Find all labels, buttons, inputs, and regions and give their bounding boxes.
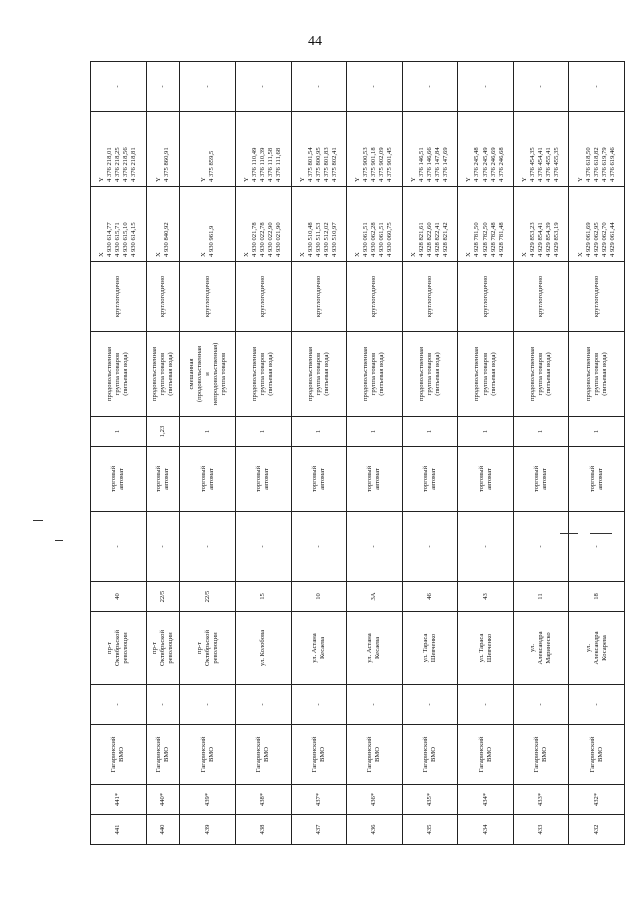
cell-goods-group: смешанная (продовольственная и непродовольственная) группа товаров	[180, 332, 236, 417]
cell-last: -	[236, 62, 292, 112]
cell-scheme-number: 436*	[347, 785, 403, 815]
cell-period: круглогодично	[236, 262, 292, 332]
cell-last: -	[347, 62, 403, 112]
cell-blank: -	[236, 512, 292, 582]
cell-quantity: 1	[180, 417, 236, 447]
cell-district: Гагаринский ВМО	[458, 725, 514, 785]
cell-period: круглогодично	[91, 262, 147, 332]
cell-street: ул. Тараса Шевченко	[402, 612, 458, 685]
cell-house: 15	[236, 582, 292, 612]
cell-coord-x: X 4 930 510,48 4 930 511,53 4 930 512,02 4 930 510,97	[291, 187, 347, 262]
cell-blank: -	[402, 512, 458, 582]
cell-scheme-number: 434*	[458, 785, 514, 815]
cell-quantity: 1	[236, 417, 292, 447]
cell-street: пр-т Октябрьской революции	[180, 612, 236, 685]
cell-street: пр-т Октябрьской революции	[146, 612, 180, 685]
cell-street: ул. Астана Кесаева	[347, 612, 403, 685]
cell-house: 43	[458, 582, 514, 612]
cell-goods-group: продовольственная группа товаров (питьевая вода)	[569, 332, 625, 417]
cell-blank: -	[180, 512, 236, 582]
cell-district: Гагаринский ВМО	[569, 725, 625, 785]
table-row	[180, 62, 236, 845]
cell-district: Гагаринский ВМО	[347, 725, 403, 785]
cell-house: 11	[513, 582, 569, 612]
cell-coord-y: Y 4 376 146,51 4 376 146,66 4 376 147,84 4 376 147,69	[402, 112, 458, 187]
cell-house: 3А	[347, 582, 403, 612]
cell-coord-x: X 4 928 781,50 4 928 782,50 4 928 782,48 4 928 781,48	[458, 187, 514, 262]
table-row	[236, 62, 292, 845]
cell-goods-group: продовольственная группа товаров (питьевая вода)	[347, 332, 403, 417]
table-row	[569, 62, 625, 845]
cell-street: ул. Александра Маринеско	[513, 612, 569, 685]
cell-dash: -	[146, 685, 180, 725]
rotated-table-wrapper	[90, 62, 625, 845]
cell-scheme-number: 437*	[291, 785, 347, 815]
cell-row-number: 433	[513, 815, 569, 845]
cell-row-number: 435	[402, 815, 458, 845]
cell-dash: -	[402, 685, 458, 725]
cell-dash: -	[458, 685, 514, 725]
cell-quantity: 1	[513, 417, 569, 447]
cell-coord-y: Y 4 375 860,91	[146, 112, 180, 187]
table-row	[513, 62, 569, 845]
cell-goods-group: продовольственная группа товаров (питьевая вода)	[513, 332, 569, 417]
cell-row-number: 441	[91, 815, 147, 845]
cell-quantity: 1	[402, 417, 458, 447]
cell-period: круглогодично	[180, 262, 236, 332]
cell-goods-group: продовольственная группа товаров (питьевая вода)	[146, 332, 180, 417]
cell-street: пр-т Октябрьской революции	[91, 612, 147, 685]
cell-row-number: 434	[458, 815, 514, 845]
cell-object-type: торговый автомат	[180, 447, 236, 512]
cell-goods-group: продовольственная группа товаров (питьевая вода)	[291, 332, 347, 417]
cell-period: круглогодично	[347, 262, 403, 332]
cell-object-type: торговый автомат	[146, 447, 180, 512]
cell-blank: -	[347, 512, 403, 582]
cell-row-number: 437	[291, 815, 347, 845]
cell-period: круглогодично	[291, 262, 347, 332]
cell-coord-y: Y 4 376 618,50 4 376 618,82 4 376 619,79 4 376 619,46	[569, 112, 625, 187]
cell-last: -	[291, 62, 347, 112]
cell-district: Гагаринский ВМО	[236, 725, 292, 785]
cell-scheme-number: 439*	[180, 785, 236, 815]
cell-blank: -	[513, 512, 569, 582]
cell-quantity: 1,23	[146, 417, 180, 447]
cell-last: -	[402, 62, 458, 112]
cell-house: 22/5	[146, 582, 180, 612]
cell-quantity: 1	[347, 417, 403, 447]
cell-district: Гагаринский ВМО	[180, 725, 236, 785]
cell-scheme-number: 441*	[91, 785, 147, 815]
cell-object-type: торговый автомат	[347, 447, 403, 512]
cell-house: 46	[402, 582, 458, 612]
cell-district: Гагаринский ВМО	[513, 725, 569, 785]
cell-coord-y: Y 4 376 245,48 4 376 245,49 4 376 246,69 4 376 246,68	[458, 112, 514, 187]
cell-last: -	[91, 62, 147, 112]
scan-mark	[33, 520, 43, 521]
cell-goods-group: продовольственная группа товаров (питьевая вода)	[402, 332, 458, 417]
cell-street: ул. Колобова	[236, 612, 292, 685]
cell-blank: -	[458, 512, 514, 582]
cell-goods-group: продовольственная группа товаров (питьевая вода)	[458, 332, 514, 417]
cell-coord-y: Y 4 376 110,49 4 376 110,39 4 376 111,58 4 376 111,68	[236, 112, 292, 187]
cell-blank: -	[291, 512, 347, 582]
table-row	[458, 62, 514, 845]
cell-district: Гагаринский ВМО	[291, 725, 347, 785]
cell-street: ул. Тараса Шевченко	[458, 612, 514, 685]
cell-period: круглогодично	[458, 262, 514, 332]
cell-scheme-number: 440*	[146, 785, 180, 815]
scan-mark	[560, 533, 578, 534]
cell-district: Гагаринский ВМО	[91, 725, 147, 785]
cell-row-number: 438	[236, 815, 292, 845]
cell-scheme-number: 438*	[236, 785, 292, 815]
cell-blank: -	[91, 512, 147, 582]
cell-last: -	[569, 62, 625, 112]
table-row	[291, 62, 347, 845]
cell-coord-y: Y 4 375 900,53 4 375 901,18 4 375 902,09 4 375 901,45	[347, 112, 403, 187]
cell-last: -	[146, 62, 180, 112]
cell-quantity: 1	[458, 417, 514, 447]
cell-coord-x: X 4 930 961,9	[180, 187, 236, 262]
cell-scheme-number: 432*	[569, 785, 625, 815]
cell-goods-group: продовольственная группа товаров (питьевая вода)	[91, 332, 147, 417]
cell-house: 40	[91, 582, 147, 612]
cell-period: круглогодично	[146, 262, 180, 332]
cell-coord-y: Y 4 376 454,35 4 376 454,41 4 376 455,41 4 376 455,35	[513, 112, 569, 187]
cell-row-number: 439	[180, 815, 236, 845]
cell-dash: -	[291, 685, 347, 725]
cell-row-number: 436	[347, 815, 403, 845]
cell-dash: -	[569, 685, 625, 725]
cell-quantity: 1	[569, 417, 625, 447]
cell-district: Гагаринский ВМО	[402, 725, 458, 785]
cell-coord-x: X 4 929 061,69 4 929 062,95 4 929 062,70 4 929 061,44	[569, 187, 625, 262]
cell-object-type: торговый автомат	[291, 447, 347, 512]
cell-object-type: торговый автомат	[458, 447, 514, 512]
scan-mark	[55, 540, 63, 541]
cell-scheme-number: 433*	[513, 785, 569, 815]
cell-coord-x: X 4 930 021,78 4 930 022,78 4 930 022,90 4 930 021,90	[236, 187, 292, 262]
scan-mark	[590, 533, 612, 534]
table-row	[91, 62, 147, 845]
cell-object-type: торговый автомат	[513, 447, 569, 512]
cell-period: круглогодично	[569, 262, 625, 332]
cell-dash: -	[347, 685, 403, 725]
cell-street: ул. Александра Косарева	[569, 612, 625, 685]
cell-house: 22/5	[180, 582, 236, 612]
cell-coord-x: X 4 930 614,77 4 930 615,71 4 930 615,10 4 930 614,15	[91, 187, 147, 262]
cell-last: -	[513, 62, 569, 112]
table-row	[402, 62, 458, 845]
cell-quantity: 1	[91, 417, 147, 447]
cell-house: 10	[291, 582, 347, 612]
cell-last: -	[180, 62, 236, 112]
cell-house: 18	[569, 582, 625, 612]
cell-dash: -	[513, 685, 569, 725]
cell-coord-y: Y 4 375 801,54 4 375 800,95 4 375 801,83 4 375 802,41	[291, 112, 347, 187]
cell-coord-x: X 4 928 821,61 4 928 822,60 4 928 822,41 4 928 821,42	[402, 187, 458, 262]
cell-dash: -	[91, 685, 147, 725]
cell-period: круглогодично	[513, 262, 569, 332]
cell-coord-y: Y 4 375 859,5	[180, 112, 236, 187]
cell-object-type: торговый автомат	[236, 447, 292, 512]
cell-coord-x: X 4 929 853,23 4 929 854,41 4 929 854,39 4 929 853,19	[513, 187, 569, 262]
cell-period: круглогодично	[402, 262, 458, 332]
cell-coord-y: Y 4 376 218,01 4 376 218,25 4 376 218,56 4 376 218,81	[91, 112, 147, 187]
cell-last: -	[458, 62, 514, 112]
cell-street: ул. Астана Кесаева	[291, 612, 347, 685]
cell-dash: -	[236, 685, 292, 725]
cell-coord-x: X 4 930 840,92	[146, 187, 180, 262]
cell-row-number: 440	[146, 815, 180, 845]
cell-blank: -	[146, 512, 180, 582]
table-row	[347, 62, 403, 845]
table-body	[91, 62, 625, 845]
cell-object-type: торговый автомат	[402, 447, 458, 512]
cell-dash: -	[180, 685, 236, 725]
table-row	[146, 62, 180, 845]
cell-goods-group: продовольственная группа товаров (питьевая вода)	[236, 332, 292, 417]
cell-object-type: торговый автомат	[569, 447, 625, 512]
placement-table	[90, 61, 625, 845]
cell-coord-x: X 4 930 061,51 4 930 062,28 4 930 061,51 4 930 060,75	[347, 187, 403, 262]
cell-scheme-number: 435*	[402, 785, 458, 815]
cell-object-type: торговый автомат	[91, 447, 147, 512]
cell-blank: -	[569, 512, 625, 582]
cell-district: Гагаринский ВМО	[146, 725, 180, 785]
cell-quantity: 1	[291, 417, 347, 447]
page-number: 44	[308, 34, 322, 49]
cell-row-number: 432	[569, 815, 625, 845]
